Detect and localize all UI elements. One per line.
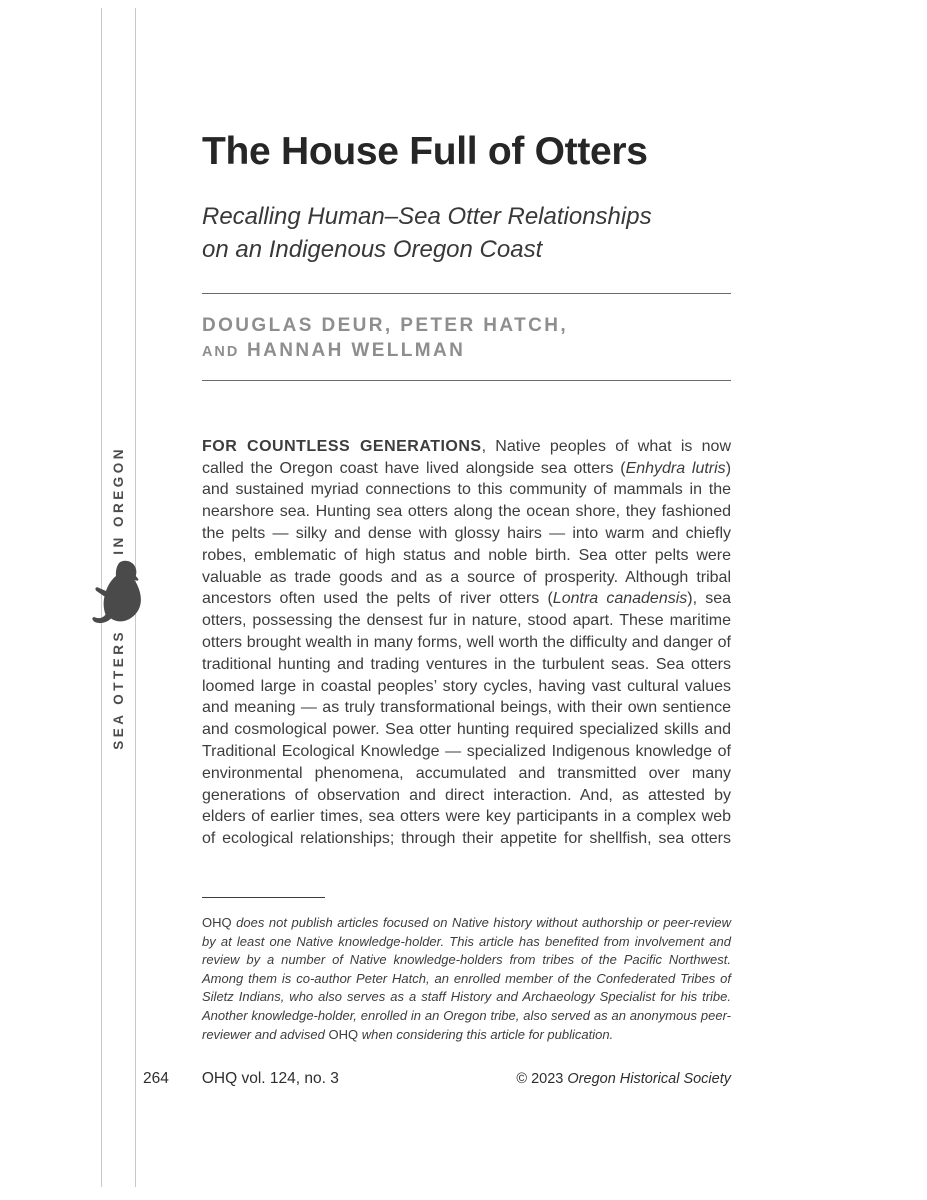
authors-line-2: AND HANNAH WELLMAN [202,339,466,361]
author-divider-bottom [202,380,731,381]
copyright-notice: © 2023 Oregon Historical Society [516,1071,731,1087]
sidebar-series-banner [101,8,136,1187]
series-label-sea-otters: SEA OTTERS [111,628,126,750]
subtitle-line-1: Recalling Human–Sea Otter Relationships [202,202,652,230]
article-subtitle [202,200,731,266]
article-column [202,0,731,1044]
page-number: 264 [143,1070,169,1087]
journal-volume-info: OHQ vol. 124, no. 3 [201,1070,339,1087]
editorial-footnote: OHQ does not publish articles focused on Native history without authorship or peer-review by at least one Native knowledge-holder. This article has benefited from involvement and review by a number of Native knowledge-holders from tribes of the Pacific Northwest. Among them is co-author Peter Hatch, an enrolled member of the Confederated Tribes of Siletz Indians, who also serves as a staff History and Archaeology Specialist for his tribe. Another knowledge-holder, enrolled in an Oregon tribe, also served as an anonymous peer-reviewer and advised OHQ when considering this article for publication. [202,915,731,1042]
article-title: The House Full of Otters [202,130,648,173]
author-divider-top [202,293,731,294]
authors-line-1: DOUGLAS DEUR, PETER HATCH, [202,314,569,336]
subtitle-line-2: on an Indigenous Oregon Coast [202,235,543,263]
page-footer [143,1070,731,1088]
article-body-paragraph: FOR COUNTLESS GENERATIONS, Native peoples of what is now called the Oregon coast have lived alongside sea otters (Enhydra lutris) and sustained myriad connections to this community of mammals in the nearshore sea. Hunting sea otters along the ocean shore, they fashioned the pelts — silky and dense with glossy hairs — into warm and chiefly robes, emblematic of high status and noble birth. Sea otter pelts were valuable as trade goods and as a source of prosperity. Although tribal ancestors often used the pelts of river otters (Lontra canadensis), sea otters, possessing the densest fur in nature, stood apart. These maritime otters brought wealth in many forms, well worth the difficulty and danger of traditional hunting and trading ventures in the turbulent seas. Sea otters loomed large in coastal peoples’ story cycles, having vast cultural values and meaning — as truly transformational beings, with their own sentience and cosmological power. Sea otter hunting required specialized skills and Traditional Ecological Knowledge — specialized Indigenous knowledge of environmental phenomena, accumulated and transmitted over many generations of observation and direct interaction. And, as attested by elders of earlier times, sea otters were key participants in a complex web of ecological relationships; through their appetite for shellfish, sea otters [202,437,732,848]
series-label-in-oregon: IN OREGON [111,445,126,555]
article-authors [202,313,731,365]
sea-otter-icon [91,560,147,624]
footnote-divider [202,897,325,898]
